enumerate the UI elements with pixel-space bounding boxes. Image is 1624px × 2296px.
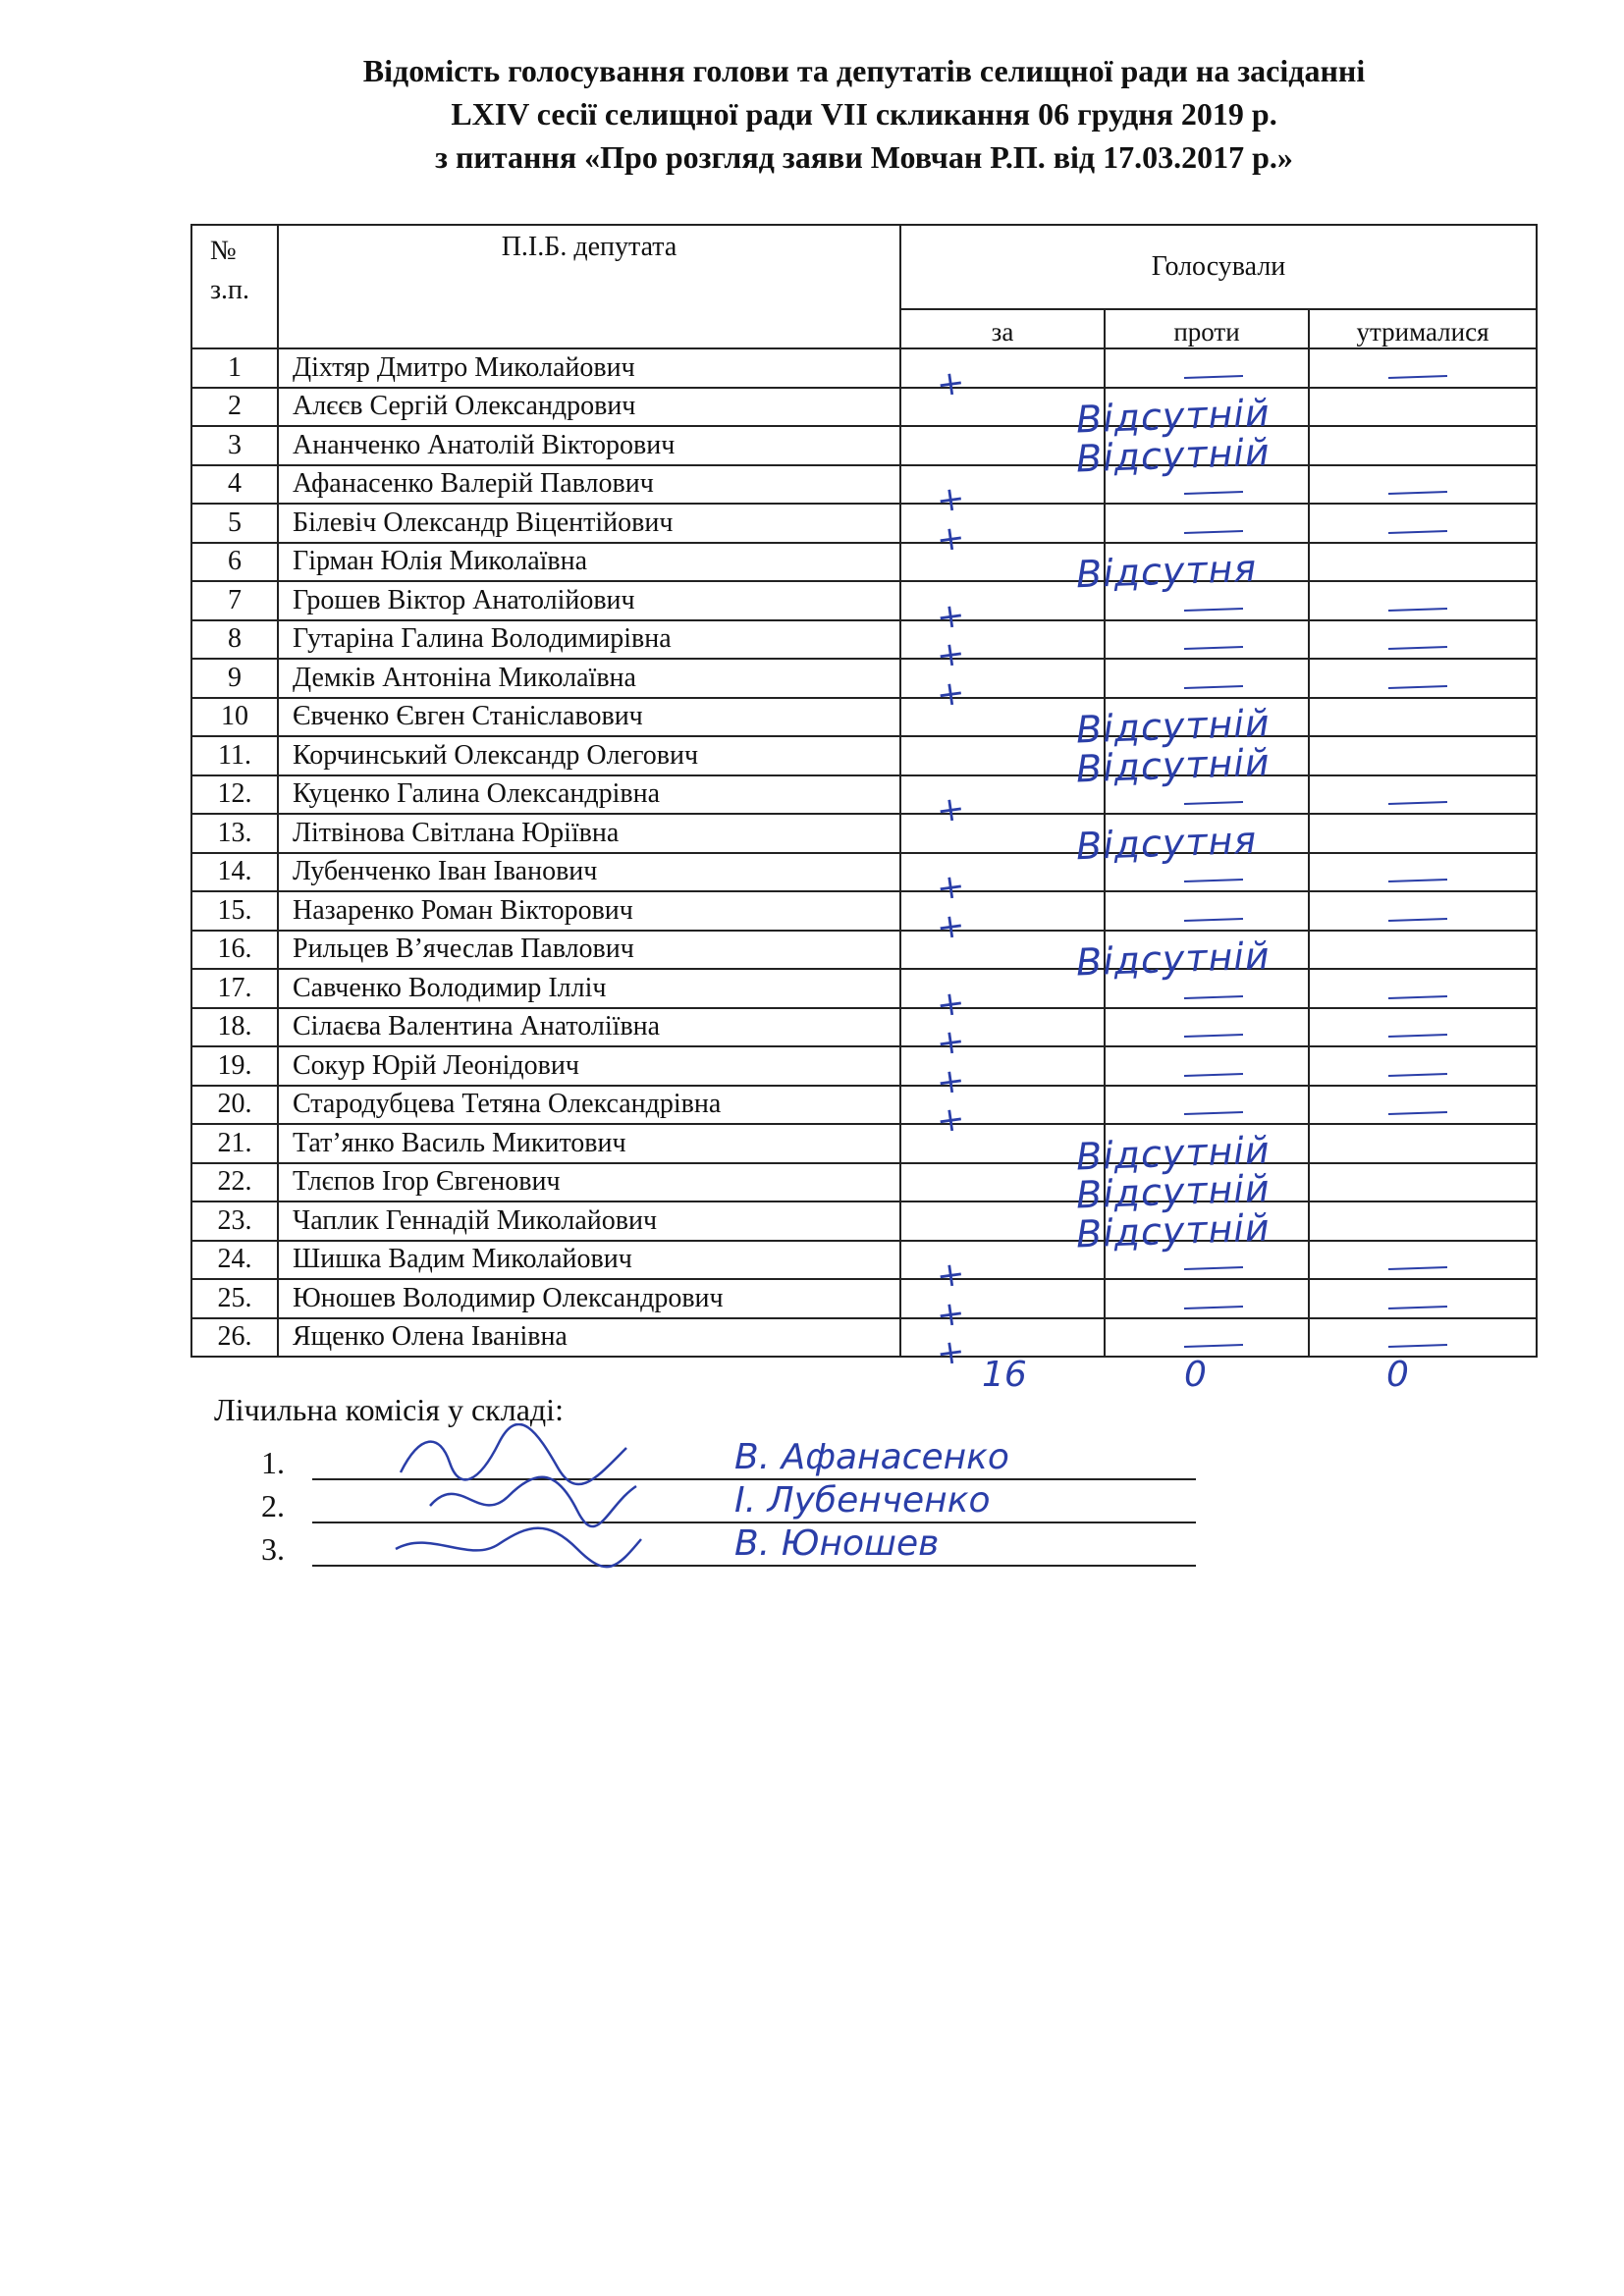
header-name: П.І.Б. депутата — [278, 225, 900, 348]
vote-abstained-cell — [1309, 698, 1537, 737]
row-number: 20. — [191, 1086, 278, 1125]
deputy-name: Назаренко Роман Вікторович — [278, 891, 900, 931]
vote-for-cell — [900, 698, 1105, 737]
row-number: 2 — [191, 388, 278, 427]
vote-against-cell — [1075, 698, 1309, 752]
vote-for-cell — [900, 814, 1105, 853]
vote-for-cell — [900, 736, 1105, 775]
vote-abstained-cell — [1309, 1241, 1537, 1280]
table-row — [191, 1086, 1537, 1125]
deputy-name: Діхтяр Дмитро Миколайович — [278, 348, 900, 388]
handwritten-absent-note: Відсутня — [1075, 547, 1258, 597]
handwritten-plus-mark: + — [934, 866, 968, 910]
vote-for-cell — [900, 388, 1105, 427]
header-for: за — [900, 309, 1105, 348]
member-number: 2. — [261, 1488, 285, 1523]
handwritten-dash-mark — [1388, 375, 1447, 379]
row-number: 16. — [191, 931, 278, 970]
row-number: 14. — [191, 853, 278, 892]
vote-against-cell — [1105, 1086, 1309, 1125]
handwritten-dash-mark — [1388, 646, 1447, 650]
table-row — [191, 969, 1537, 1008]
vote-abstained-cell — [1309, 1318, 1537, 1358]
vote-against-cell — [1105, 1318, 1309, 1358]
vote-for-cell — [900, 426, 1105, 465]
handwritten-absent-note: Відсутня — [1075, 818, 1258, 868]
table-row — [191, 775, 1537, 815]
vote-against-cell — [1105, 465, 1309, 505]
vote-against-cell — [1075, 736, 1309, 791]
handwritten-dash-mark — [1388, 608, 1447, 612]
row-number: 15. — [191, 891, 278, 931]
handwritten-dash-mark — [1388, 1073, 1447, 1077]
row-number: 6 — [191, 543, 278, 582]
handwritten-plus-mark: + — [934, 361, 968, 405]
deputy-name: Євченко Євген Станіславович — [278, 698, 900, 737]
handwritten-dash-mark — [1184, 491, 1243, 495]
row-number: 4 — [191, 465, 278, 505]
counting-commission — [214, 1392, 1196, 1575]
title-line-3: з питання «Про розгляд заяви Мовчан Р.П. від 17.03.2017 р.» — [435, 139, 1293, 175]
deputy-name: Тат’янко Василь Микитович — [278, 1124, 900, 1163]
deputy-name: Сілаєва Валентина Анатоліївна — [278, 1008, 900, 1047]
table-row — [191, 853, 1537, 892]
vote-against-cell — [1105, 504, 1309, 543]
handwritten-dash-mark — [1388, 491, 1447, 495]
deputy-name: Корчинський Олександр Олегович — [278, 736, 900, 775]
vote-for-cell — [900, 775, 1105, 832]
handwritten-plus-mark: + — [934, 516, 968, 561]
table-row — [191, 931, 1537, 970]
row-number: 23. — [191, 1201, 278, 1241]
handwritten-dash-mark — [1388, 879, 1447, 882]
row-number: 1 — [191, 348, 278, 388]
handwritten-dash-mark — [1184, 1344, 1243, 1348]
row-number: 21. — [191, 1124, 278, 1163]
handwritten-absent-note: Відсутній — [1075, 740, 1272, 791]
vote-for-cell — [900, 1163, 1105, 1202]
handwritten-plus-mark: + — [934, 1059, 968, 1103]
vote-against-cell — [1105, 1046, 1309, 1086]
handwritten-absent-note: Відсутній — [1075, 1205, 1272, 1256]
table-row — [191, 426, 1537, 465]
vote-for-cell — [900, 465, 1105, 522]
vote-abstained-cell — [1309, 348, 1537, 388]
vote-for-cell — [900, 1008, 1105, 1065]
vote-for-cell — [900, 620, 1105, 677]
vote-abstained-cell — [1309, 620, 1537, 660]
deputy-name: Савченко Володимир Ілліч — [278, 969, 900, 1008]
deputy-name: Сокур Юрій Леонідович — [278, 1046, 900, 1086]
handwritten-plus-mark: + — [934, 788, 968, 832]
commission-member-line — [214, 1480, 1196, 1531]
handwritten-absent-note: Відсутній — [1075, 934, 1272, 985]
deputy-name: Білевіч Олександр Віцентійович — [278, 504, 900, 543]
vote-abstained-cell — [1309, 465, 1537, 505]
title-line-2: LXIV сесії селищної ради VII скликання 06 грудня 2019 р. — [451, 96, 1277, 132]
handwritten-plus-mark: + — [934, 1021, 968, 1065]
vote-against-cell — [1105, 853, 1309, 892]
handwritten-dash-mark — [1388, 1344, 1447, 1348]
row-number: 3 — [191, 426, 278, 465]
vote-abstained-cell — [1309, 504, 1537, 543]
vote-against-cell — [1075, 388, 1309, 442]
vote-abstained-cell — [1309, 1201, 1537, 1241]
handwritten-absent-note: Відсутній — [1075, 391, 1272, 442]
row-number: 13. — [191, 814, 278, 853]
vote-against-cell — [1075, 1124, 1309, 1179]
vote-abstained-cell — [1309, 1008, 1537, 1047]
deputy-name: Лубенченко Іван Іванович — [278, 853, 900, 892]
vote-abstained-cell — [1309, 891, 1537, 931]
handwritten-plus-mark: + — [934, 671, 968, 716]
vote-for-cell — [900, 891, 1105, 948]
vote-for-cell — [900, 659, 1105, 716]
handwritten-plus-mark: + — [934, 633, 968, 677]
table-row — [191, 1241, 1537, 1280]
handwritten-plus-mark: + — [934, 1254, 968, 1298]
vote-against-cell — [1105, 1241, 1309, 1280]
deputy-name: Куценко Галина Олександрівна — [278, 775, 900, 815]
table-row — [191, 581, 1537, 620]
row-number: 22. — [191, 1163, 278, 1202]
total-abstained: 0 — [1386, 1355, 1409, 1395]
handwritten-dash-mark — [1184, 1034, 1243, 1038]
table-row — [191, 1163, 1537, 1202]
handwritten-dash-mark — [1184, 375, 1243, 379]
vote-against-cell — [1075, 543, 1309, 597]
row-number: 24. — [191, 1241, 278, 1280]
document-title — [157, 49, 1571, 179]
handwritten-dash-mark — [1184, 879, 1243, 882]
handwritten-dash-mark — [1184, 1111, 1243, 1115]
handwritten-plus-mark: + — [934, 1292, 968, 1336]
handwritten-dash-mark — [1388, 685, 1447, 689]
handwritten-dash-mark — [1184, 1266, 1243, 1270]
row-number: 25. — [191, 1279, 278, 1318]
vote-against-cell — [1105, 891, 1309, 931]
deputy-name: Алєєв Сергій Олександрович — [278, 388, 900, 427]
vote-abstained-cell — [1309, 969, 1537, 1008]
deputy-name: Рильцев В’ячеслав Павлович — [278, 931, 900, 970]
commission-member-line — [214, 1437, 1196, 1488]
vote-abstained-cell — [1309, 426, 1537, 465]
handwritten-dash-mark — [1388, 530, 1447, 534]
vote-against-cell — [1105, 348, 1309, 388]
table-row — [191, 891, 1537, 931]
deputy-name: Афанасенко Валерій Павлович — [278, 465, 900, 505]
table-row — [191, 348, 1537, 388]
vote-against-cell — [1075, 814, 1309, 868]
vote-against-cell — [1105, 659, 1309, 698]
member-handwritten-name: В. Афанасенко — [734, 1437, 1009, 1477]
handwritten-dash-mark — [1388, 1266, 1447, 1270]
deputy-name: Юношев Володимир Олександрович — [278, 1279, 900, 1318]
vote-abstained-cell — [1309, 1046, 1537, 1086]
vote-abstained-cell — [1309, 736, 1537, 775]
deputy-name: Літвінова Світлана Юріївна — [278, 814, 900, 853]
member-number: 1. — [261, 1445, 285, 1480]
header-voted: Голосували — [900, 225, 1537, 309]
vote-against-cell — [1075, 931, 1309, 985]
vote-abstained-cell — [1309, 814, 1537, 853]
vote-for-cell — [900, 1086, 1105, 1143]
vote-against-cell — [1075, 426, 1309, 481]
row-number: 9 — [191, 659, 278, 698]
deputy-name: Ананченко Анатолій Вікторович — [278, 426, 900, 465]
row-number: 12. — [191, 775, 278, 815]
handwritten-dash-mark — [1388, 918, 1447, 922]
header-abstained: утрималися — [1309, 309, 1537, 348]
vote-against-cell — [1105, 969, 1309, 1008]
vote-for-cell — [900, 1046, 1105, 1103]
vote-abstained-cell — [1309, 853, 1537, 892]
deputy-name: Тлєпов Ігор Євгенович — [278, 1163, 900, 1202]
handwritten-absent-note: Відсутній — [1075, 1166, 1272, 1217]
handwritten-dash-mark — [1184, 608, 1243, 612]
vote-for-cell — [900, 1241, 1105, 1298]
vote-for-cell — [900, 1124, 1105, 1163]
vote-for-cell — [900, 969, 1105, 1026]
header-against: проти — [1105, 309, 1309, 348]
vote-against-cell — [1105, 620, 1309, 660]
header-number: № з.п. — [191, 225, 278, 348]
row-number: 17. — [191, 969, 278, 1008]
row-number: 8 — [191, 620, 278, 660]
row-number: 7 — [191, 581, 278, 620]
handwritten-plus-mark: + — [934, 478, 968, 522]
vote-abstained-cell — [1309, 388, 1537, 427]
vote-abstained-cell — [1309, 659, 1537, 698]
table-row — [191, 1008, 1537, 1047]
row-number: 18. — [191, 1008, 278, 1047]
table-row — [191, 1124, 1537, 1163]
signature-scribble — [391, 1510, 646, 1578]
vote-against-cell — [1075, 1163, 1309, 1217]
commission-label: Лічильна комісія у складі: — [214, 1392, 564, 1427]
table-row — [191, 1201, 1537, 1241]
handwritten-absent-note: Відсутній — [1075, 701, 1272, 752]
handwritten-dash-mark — [1184, 995, 1243, 999]
handwritten-dash-mark — [1184, 530, 1243, 534]
table-row — [191, 465, 1537, 505]
handwritten-dash-mark — [1184, 1073, 1243, 1077]
total-for: 16 — [982, 1355, 1027, 1395]
deputy-name: Демків Антоніна Миколаївна — [278, 659, 900, 698]
commission-member-line — [214, 1523, 1196, 1575]
vote-for-cell — [900, 853, 1105, 910]
table-row — [191, 620, 1537, 660]
handwritten-absent-note: Відсутній — [1075, 430, 1272, 481]
vote-abstained-cell — [1309, 543, 1537, 582]
deputy-name: Гірман Юлія Миколаївна — [278, 543, 900, 582]
row-number: 19. — [191, 1046, 278, 1086]
handwritten-dash-mark — [1184, 918, 1243, 922]
table-row — [191, 736, 1537, 775]
vote-against-cell — [1075, 1201, 1309, 1256]
table-row — [191, 1279, 1537, 1318]
handwritten-plus-mark: + — [934, 904, 968, 948]
deputy-name: Чаплик Геннадій Миколайович — [278, 1201, 900, 1241]
table-row — [191, 1046, 1537, 1086]
vote-abstained-cell — [1309, 1279, 1537, 1318]
vote-for-cell — [900, 543, 1105, 582]
handwritten-dash-mark — [1184, 801, 1243, 805]
handwritten-plus-mark: + — [934, 1331, 968, 1375]
vote-for-cell — [900, 1279, 1105, 1336]
member-handwritten-name: І. Лубенченко — [734, 1480, 991, 1521]
table-row — [191, 814, 1537, 853]
table-row — [191, 1318, 1537, 1358]
vote-abstained-cell — [1309, 1124, 1537, 1163]
total-against: 0 — [1184, 1355, 1207, 1395]
vote-abstained-cell — [1309, 1086, 1537, 1125]
vote-for-cell — [900, 581, 1105, 638]
table-row — [191, 543, 1537, 582]
handwritten-dash-mark — [1388, 1034, 1447, 1038]
vote-for-cell — [900, 348, 1105, 405]
member-number: 3. — [261, 1531, 285, 1567]
handwritten-plus-mark: + — [934, 982, 968, 1026]
handwritten-plus-mark: + — [934, 1098, 968, 1143]
row-number: 10 — [191, 698, 278, 737]
table-row — [191, 388, 1537, 427]
handwritten-dash-mark — [1184, 685, 1243, 689]
deputy-name: Ященко Олена Іванівна — [278, 1318, 900, 1358]
vote-abstained-cell — [1309, 931, 1537, 970]
title-line-1: Відомість голосування голови та депутатів селищної ради на засіданні — [362, 53, 1366, 88]
handwritten-dash-mark — [1388, 801, 1447, 805]
vote-against-cell — [1105, 1008, 1309, 1047]
handwritten-plus-mark: + — [934, 594, 968, 638]
table-row — [191, 659, 1537, 698]
row-number: 26. — [191, 1318, 278, 1358]
handwritten-dash-mark — [1388, 995, 1447, 999]
row-number: 11. — [191, 736, 278, 775]
deputy-name: Стародубцева Тетяна Олександрівна — [278, 1086, 900, 1125]
row-number: 5 — [191, 504, 278, 543]
vote-against-cell — [1105, 1279, 1309, 1318]
deputy-name: Шишка Вадим Миколайович — [278, 1241, 900, 1280]
deputy-name: Гутаріна Галина Володимирівна — [278, 620, 900, 660]
vote-abstained-cell — [1309, 1163, 1537, 1202]
deputy-name: Грошев Віктор Анатолійович — [278, 581, 900, 620]
vote-abstained-cell — [1309, 775, 1537, 815]
vote-for-cell — [900, 1201, 1105, 1241]
table-row — [191, 698, 1537, 737]
vote-for-cell — [900, 931, 1105, 970]
vote-abstained-cell — [1309, 581, 1537, 620]
handwritten-dash-mark — [1388, 1306, 1447, 1309]
table-row — [191, 504, 1537, 543]
member-handwritten-name: В. Юношев — [734, 1523, 940, 1564]
handwritten-dash-mark — [1184, 646, 1243, 650]
vote-against-cell — [1105, 581, 1309, 620]
handwritten-dash-mark — [1388, 1111, 1447, 1115]
vote-against-cell — [1105, 775, 1309, 815]
vote-for-cell — [900, 504, 1105, 561]
handwritten-absent-note: Відсутній — [1075, 1128, 1272, 1179]
voting-table — [190, 224, 1538, 1375]
handwritten-dash-mark — [1184, 1306, 1243, 1309]
